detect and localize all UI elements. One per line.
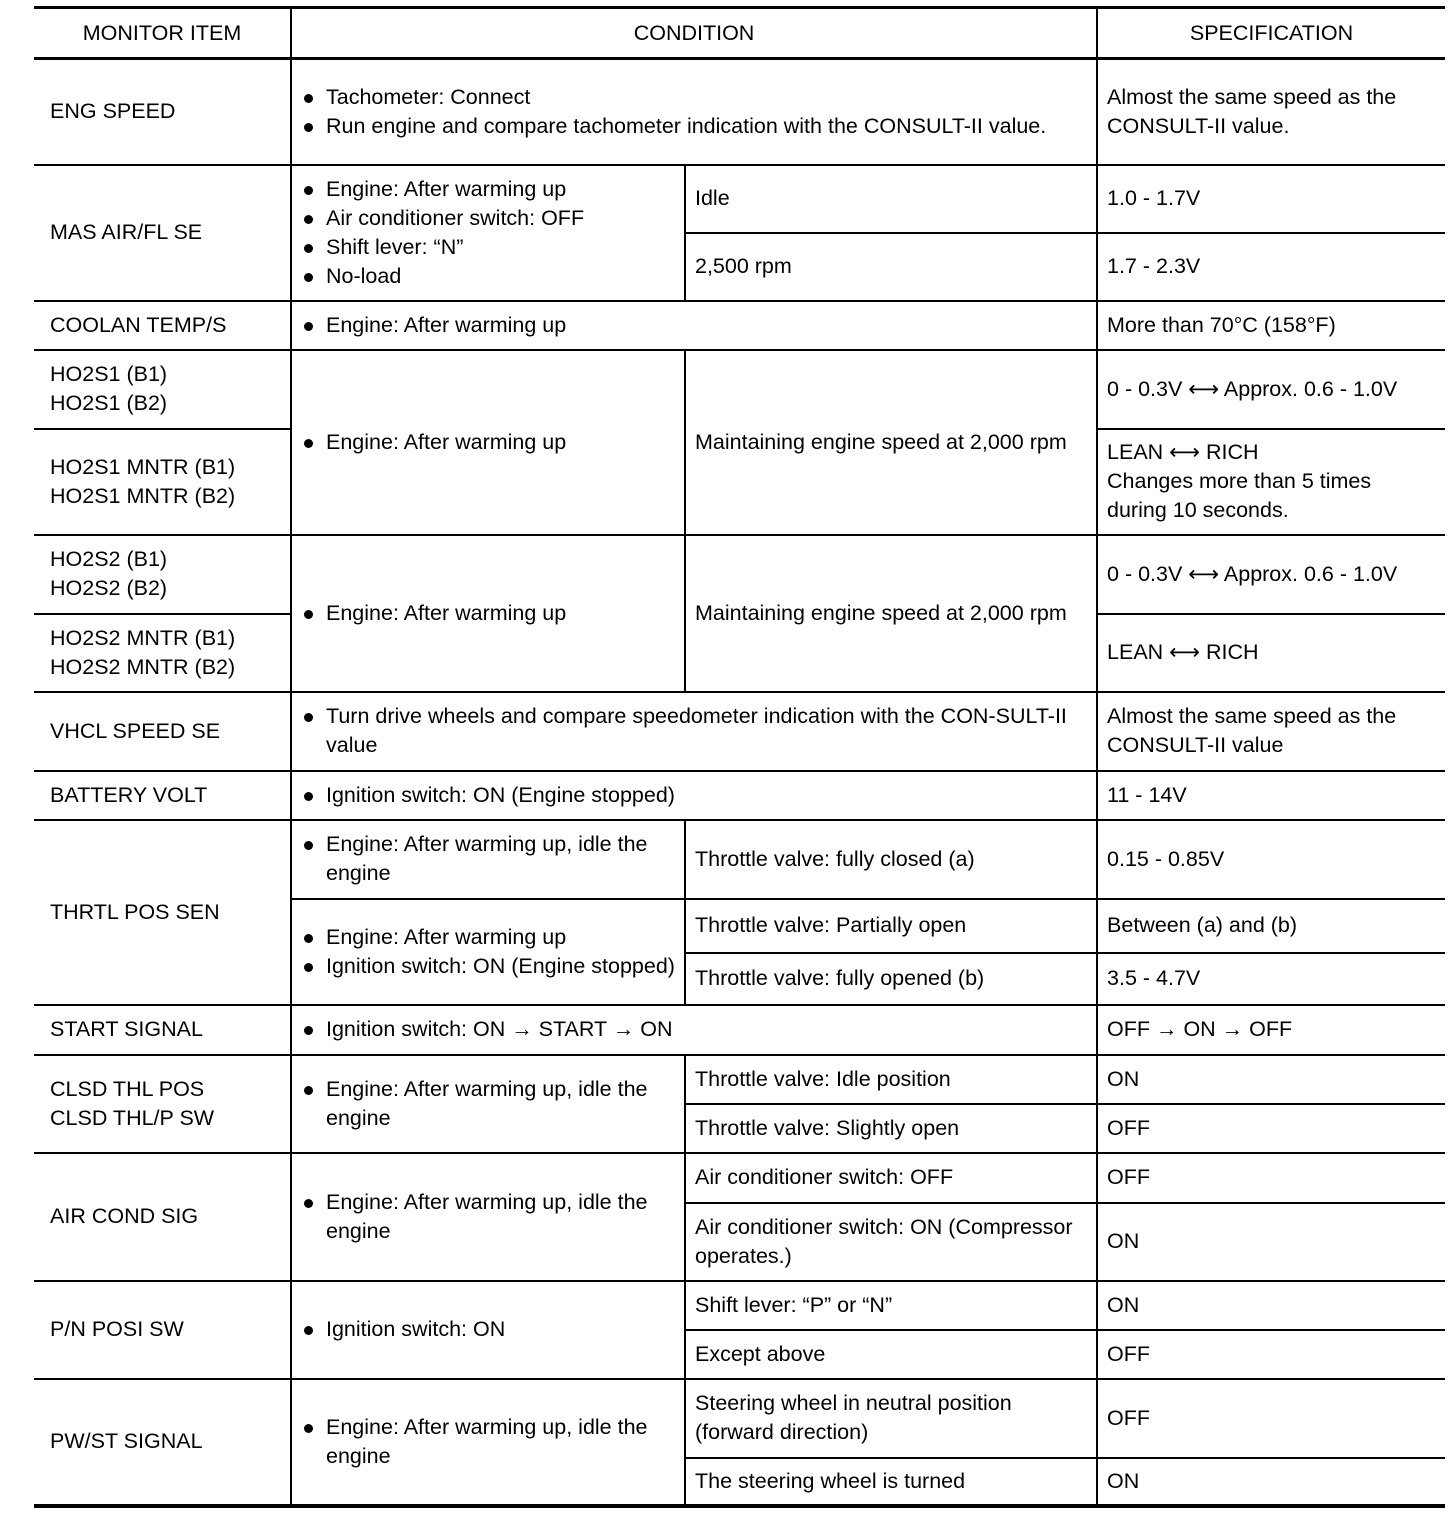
state-cell: Throttle valve: Partially open bbox=[685, 899, 1097, 953]
item-line: HO2S1 MNTR (B1) bbox=[50, 454, 236, 479]
spec-line: LEAN ⟷ RICH bbox=[1107, 440, 1259, 464]
monitor-item: THRTL POS SEN bbox=[34, 820, 291, 1005]
table-row bbox=[34, 59, 1445, 165]
condition-cell bbox=[291, 820, 685, 899]
item-line: HO2S2 (B1) bbox=[50, 547, 168, 571]
condition-cell bbox=[291, 1153, 685, 1281]
spec-line: Changes more than 5 times during 10 seconds. bbox=[1107, 469, 1372, 522]
table-row bbox=[34, 535, 1445, 614]
spec-value: ON bbox=[1097, 1458, 1445, 1506]
state-cell: Idle bbox=[685, 165, 1097, 233]
spec-value: LEAN ⟷ RICH bbox=[1097, 614, 1445, 692]
spec-value: Between (a) and (b) bbox=[1097, 899, 1445, 953]
spec-value: 3.5 - 4.7V bbox=[1097, 953, 1445, 1005]
state-cell: Air conditioner switch: OFF bbox=[685, 1153, 1097, 1203]
state-cell: Throttle valve: Idle position bbox=[685, 1055, 1097, 1104]
monitor-item: START SIGNAL bbox=[34, 1005, 291, 1055]
condition-cell bbox=[291, 350, 685, 535]
table-row bbox=[34, 692, 1445, 771]
item-line: HO2S2 MNTR (B2) bbox=[50, 654, 236, 679]
spec-value: 11 - 14V bbox=[1097, 771, 1445, 820]
condition-cell bbox=[291, 1281, 685, 1379]
table-row bbox=[34, 1005, 1445, 1055]
item-line: HO2S1 (B1) bbox=[50, 362, 168, 386]
condition-cell bbox=[291, 1055, 685, 1153]
item-line: CLSD THL POS bbox=[50, 1076, 205, 1101]
condition-bullet: Engine: After warming up, idle the engine bbox=[301, 1413, 675, 1471]
condition-bullet: Tachometer: Connect bbox=[301, 83, 1087, 112]
monitor-spec-table bbox=[34, 6, 1445, 1508]
state-cell: Throttle valve: Slightly open bbox=[685, 1104, 1097, 1153]
spec-value: Almost the same speed as the CONSULT-II value. bbox=[1097, 59, 1445, 165]
condition-cell bbox=[291, 771, 1097, 820]
state-cell: Except above bbox=[685, 1330, 1097, 1379]
condition-cell bbox=[291, 1005, 1097, 1055]
table-row bbox=[34, 1153, 1445, 1203]
spec-value: OFF → ON → OFF bbox=[1097, 1005, 1445, 1055]
spec-value: Almost the same speed as the CONSULT-II value bbox=[1097, 692, 1445, 771]
header-specification: SPECIFICATION bbox=[1097, 8, 1445, 59]
spec-value: OFF bbox=[1097, 1330, 1445, 1379]
condition-bullet: Engine: After warming up, idle the engine bbox=[301, 1188, 675, 1246]
spec-value: OFF bbox=[1097, 1153, 1445, 1203]
condition-bullet: Engine: After warming up bbox=[301, 599, 675, 628]
state-cell: The steering wheel is turned bbox=[685, 1458, 1097, 1506]
item-line: HO2S1 (B2) bbox=[50, 391, 168, 415]
table-row bbox=[34, 820, 1445, 899]
monitor-item bbox=[34, 614, 291, 692]
spec-value: ON bbox=[1097, 1281, 1445, 1330]
condition-cell bbox=[291, 899, 685, 1005]
state-cell: Steering wheel in neutral position (forward direction) bbox=[685, 1379, 1097, 1458]
state-cell: Shift lever: “P” or “N” bbox=[685, 1281, 1097, 1330]
spec-value: OFF bbox=[1097, 1104, 1445, 1153]
header-monitor-item: MONITOR ITEM bbox=[34, 8, 291, 59]
condition-bullet: Engine: After warming up bbox=[301, 311, 1087, 340]
condition-bullet: Engine: After warming up bbox=[301, 175, 675, 204]
state-cell: Maintaining engine speed at 2,000 rpm bbox=[685, 535, 1097, 692]
state-cell: Maintaining engine speed at 2,000 rpm bbox=[685, 350, 1097, 535]
state-cell: Throttle valve: fully opened (b) bbox=[685, 953, 1097, 1005]
condition-bullet: No-load bbox=[301, 262, 675, 291]
monitor-item bbox=[34, 429, 291, 535]
monitor-item bbox=[34, 350, 291, 429]
condition-cell bbox=[291, 692, 1097, 771]
state-cell: 2,500 rpm bbox=[685, 233, 1097, 301]
condition-cell bbox=[291, 301, 1097, 350]
monitor-item: BATTERY VOLT bbox=[34, 771, 291, 820]
table-row bbox=[34, 771, 1445, 820]
condition-bullet: Ignition switch: ON (Engine stopped) bbox=[301, 781, 1087, 810]
monitor-item bbox=[34, 1055, 291, 1153]
table-row bbox=[34, 1055, 1445, 1104]
table-row bbox=[34, 1379, 1445, 1458]
condition-bullet: Engine: After warming up, idle the engine bbox=[301, 830, 675, 888]
condition-bullet: Engine: After warming up bbox=[301, 428, 675, 457]
state-cell: Air conditioner switch: ON (Compressor operates.) bbox=[685, 1203, 1097, 1281]
condition-bullet: Ignition switch: ON → START → ON bbox=[301, 1015, 1087, 1044]
item-line: HO2S2 (B2) bbox=[50, 576, 168, 600]
condition-bullet: Shift lever: “N” bbox=[301, 233, 675, 262]
condition-bullet: Engine: After warming up, idle the engine bbox=[301, 1075, 675, 1133]
header-condition: CONDITION bbox=[291, 8, 1097, 59]
table-row bbox=[34, 301, 1445, 350]
state-cell: Throttle valve: fully closed (a) bbox=[685, 820, 1097, 899]
monitor-item: VHCL SPEED SE bbox=[34, 692, 291, 771]
condition-cell bbox=[291, 535, 685, 692]
condition-cell bbox=[291, 59, 1097, 165]
table-row bbox=[34, 350, 1445, 429]
condition-bullet: Engine: After warming up bbox=[301, 923, 675, 952]
spec-value bbox=[1097, 429, 1445, 535]
condition-cell bbox=[291, 165, 685, 301]
monitor-item: P/N POSI SW bbox=[34, 1281, 291, 1379]
header-row bbox=[34, 8, 1445, 59]
table-row bbox=[34, 165, 1445, 233]
spec-value: More than 70°C (158°F) bbox=[1097, 301, 1445, 350]
monitor-item: MAS AIR/FL SE bbox=[34, 165, 291, 301]
condition-cell bbox=[291, 1379, 685, 1506]
monitor-item: ENG SPEED bbox=[34, 59, 291, 165]
table-row bbox=[34, 1281, 1445, 1330]
spec-value: 0 - 0.3V ⟷ Approx. 0.6 - 1.0V bbox=[1097, 535, 1445, 614]
condition-bullet: Air conditioner switch: OFF bbox=[301, 204, 675, 233]
spec-value: 0 - 0.3V ⟷ Approx. 0.6 - 1.0V bbox=[1097, 350, 1445, 429]
spec-value: 1.7 - 2.3V bbox=[1097, 233, 1445, 301]
item-line: CLSD THL/P SW bbox=[50, 1105, 215, 1130]
monitor-item: PW/ST SIGNAL bbox=[34, 1379, 291, 1506]
condition-bullet: Ignition switch: ON (Engine stopped) bbox=[301, 952, 675, 981]
spec-value: ON bbox=[1097, 1203, 1445, 1281]
monitor-item: AIR COND SIG bbox=[34, 1153, 291, 1281]
condition-bullet: Ignition switch: ON bbox=[301, 1315, 675, 1344]
monitor-item bbox=[34, 535, 291, 614]
spec-value: OFF bbox=[1097, 1379, 1445, 1458]
condition-bullet: Run engine and compare tachometer indication with the CONSULT-II value. bbox=[301, 112, 1087, 141]
monitor-item: COOLAN TEMP/S bbox=[34, 301, 291, 350]
item-line: HO2S2 MNTR (B1) bbox=[50, 625, 236, 650]
spec-value: 1.0 - 1.7V bbox=[1097, 165, 1445, 233]
spec-value: 0.15 - 0.85V bbox=[1097, 820, 1445, 899]
condition-bullet: Turn drive wheels and compare speedometer indication with the CON-SULT-II value bbox=[301, 702, 1087, 760]
item-line: HO2S1 MNTR (B2) bbox=[50, 483, 236, 508]
spec-value: ON bbox=[1097, 1055, 1445, 1104]
